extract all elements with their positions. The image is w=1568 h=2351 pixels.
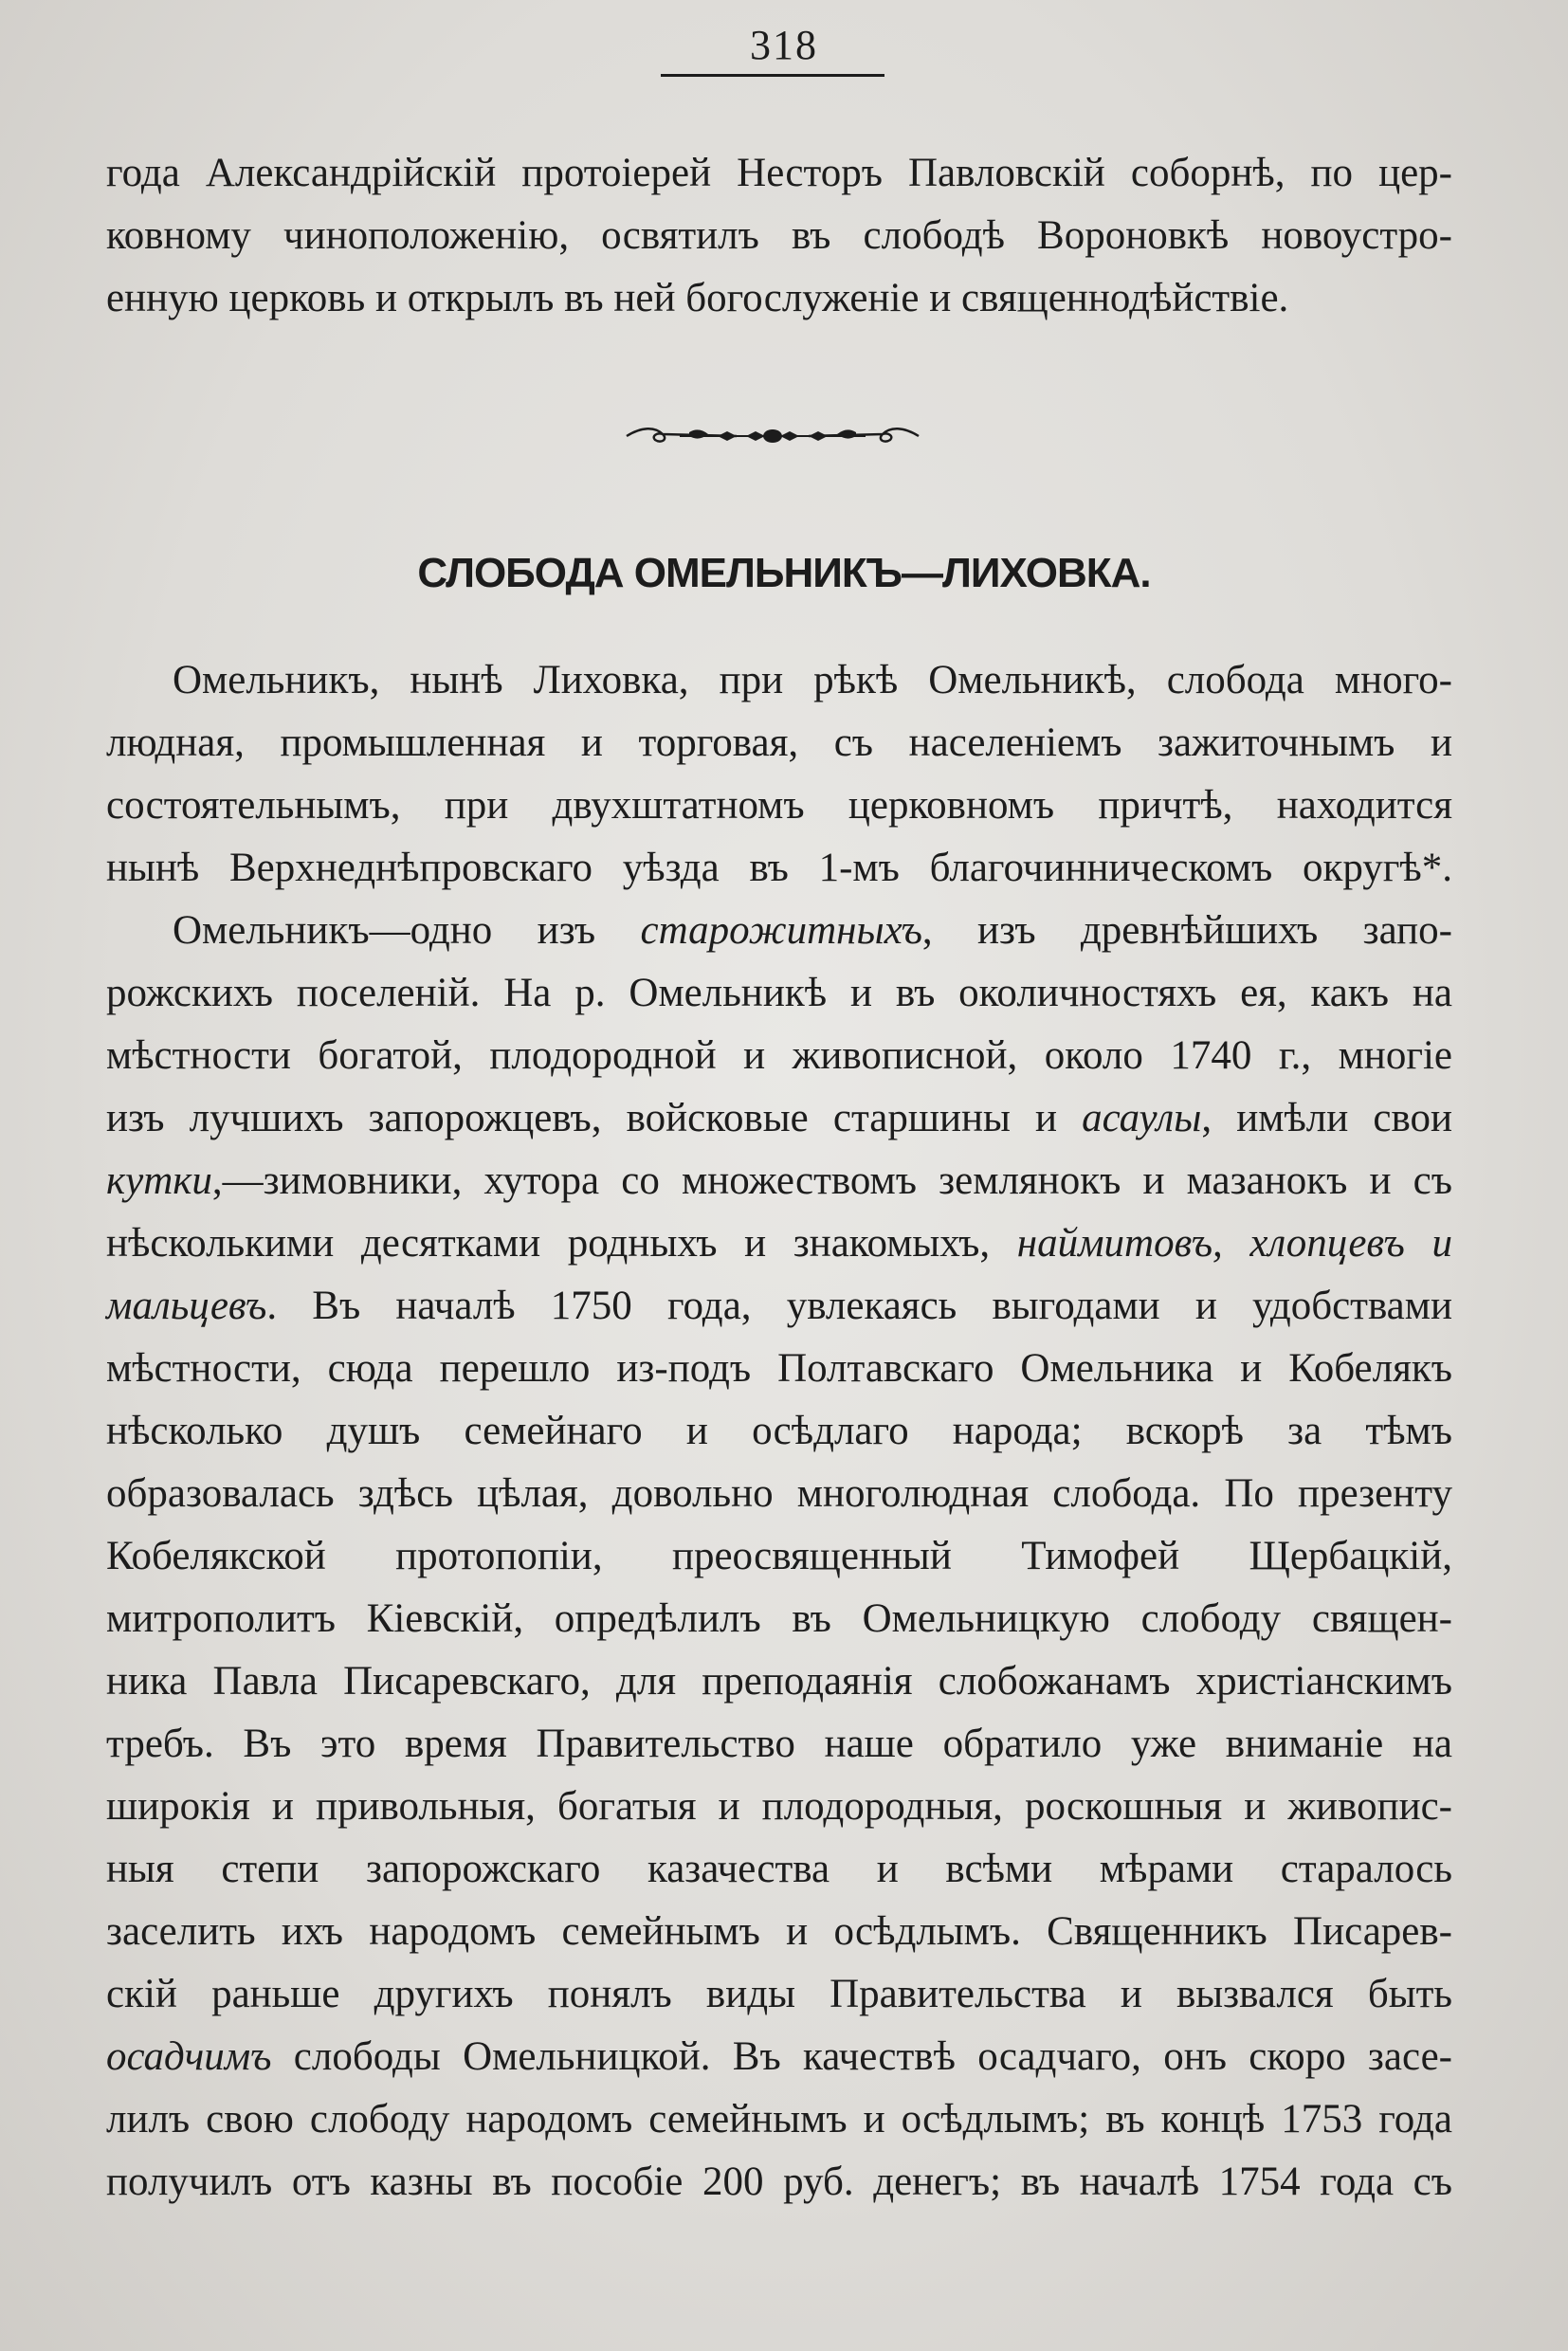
text-line: образовалась здѣсь цѣлая, довольно многолюдная слобода. По презенту — [106, 1471, 1452, 1516]
text-line: лилъ свою слободу народомъ семейнымъ и осѣдлымъ; въ концѣ 1753 года — [106, 2097, 1452, 2141]
italic-term: кутки — [106, 1158, 212, 1203]
section-title: СЛОБОДА ОМЕЛЬНИКЪ—ЛИХОВКА. — [417, 550, 1151, 596]
text-line: широкія и привольныя, богатыя и плодородныя, роскошныя и живопис- — [106, 1784, 1452, 1829]
text-line: ныя степи запорожскаго казачества и всѣми мѣрами старалось — [106, 1847, 1452, 1891]
text-line: получилъ отъ казны въ пособіе 200 руб. денегъ; въ началѣ 1754 года съ — [106, 2160, 1452, 2204]
text-line: ника Павла Писаревскаго, для преподаянія слобожанамъ христіанскимъ — [106, 1659, 1452, 1704]
text-line: изъ лучшихъ запорожцевъ, войсковые старшины и асаулы, имѣли свои — [106, 1096, 1453, 1140]
text-line: состоятельнымъ, при двухштатномъ церковномъ причтѣ, находится — [106, 783, 1452, 828]
decorative-divider-ornament — [623, 423, 922, 449]
text-line: Омельникъ—одно изъ старожитныхъ, изъ древнѣйшихъ запо- — [173, 908, 1452, 953]
text-line: митрополитъ Кіевскій, опредѣлилъ въ Омельницкую слободу священ- — [106, 1596, 1452, 1641]
text-line: скій раньше другихъ понялъ виды Правительства и вызвался быть — [106, 1972, 1452, 2016]
italic-term: мальцевъ — [106, 1284, 267, 1328]
text-line: мѣстности, сюда перешло из-подъ Полтавскаго Омельника и Кобелякъ — [106, 1346, 1452, 1391]
text-line: мѣстности богатой, плодородной и живописной, около 1740 г., многіе — [106, 1033, 1452, 1078]
main-text — [106, 649, 1452, 2214]
text-line: требъ. Въ это время Правительство наше обратило уже вниманіе на — [106, 1722, 1452, 1766]
text-line: кутки,—зимовники, хутора со множествомъ землянокъ и мазанокъ и съ — [106, 1158, 1452, 1203]
text-line: Кобелякской протопопіи, преосвященный Тимофей Щербацкій, — [106, 1534, 1452, 1578]
text-line: осадчимъ слободы Омельницкой. Въ качествѣ осадчаго, онъ скоро засе- — [106, 2034, 1452, 2079]
text-line: людная, промышленная и торговая, съ населеніемъ зажиточнымъ и — [106, 720, 1452, 765]
italic-term: наймитовъ, хлопцевъ и — [1016, 1221, 1452, 1266]
page-number-rule — [661, 74, 884, 77]
text-line: года Александрійскій протоіерей Несторъ Павловскій соборнѣ, по цер- — [106, 151, 1452, 195]
italic-term: старожитныхъ — [640, 908, 922, 953]
text-line: мальцевъ. Въ началѣ 1750 года, увлекаясь выгодами и удобствами — [106, 1284, 1452, 1328]
text-line: Омельникъ, нынѣ Лиховка, при рѣкѣ Омельникѣ, слобода много- — [173, 658, 1452, 702]
text-line: рожскихъ поселеній. На р. Омельникѣ и въ околичностяхъ ея, какъ на — [106, 971, 1452, 1015]
page-number: 318 — [750, 22, 818, 68]
italic-term: осадчимъ — [106, 2034, 272, 2079]
text-line: нѣсколькими десятками родныхъ и знакомыхъ, наймитовъ, хлопцевъ и — [106, 1221, 1452, 1266]
intro-paragraph — [106, 142, 1452, 330]
text-line: енную церковь и открылъ въ ней богослуженіе и священнодѣйствіе. — [106, 276, 1289, 320]
text-line: нынѣ Верхнеднѣпровскаго уѣзда въ 1-мъ благочинническомъ округѣ*. — [106, 846, 1452, 890]
text-line: заселить ихъ народомъ семейнымъ и осѣдлымъ. Священникъ Писарев- — [106, 1909, 1452, 1954]
italic-term: асаулы — [1082, 1096, 1202, 1140]
text-line: ковному чиноположенію, освятилъ въ слободѣ Вороновкѣ новоустро- — [106, 213, 1452, 258]
text-line: нѣсколько душъ семейнаго и осѣдлаго народа; вскорѣ за тѣмъ — [106, 1409, 1452, 1453]
